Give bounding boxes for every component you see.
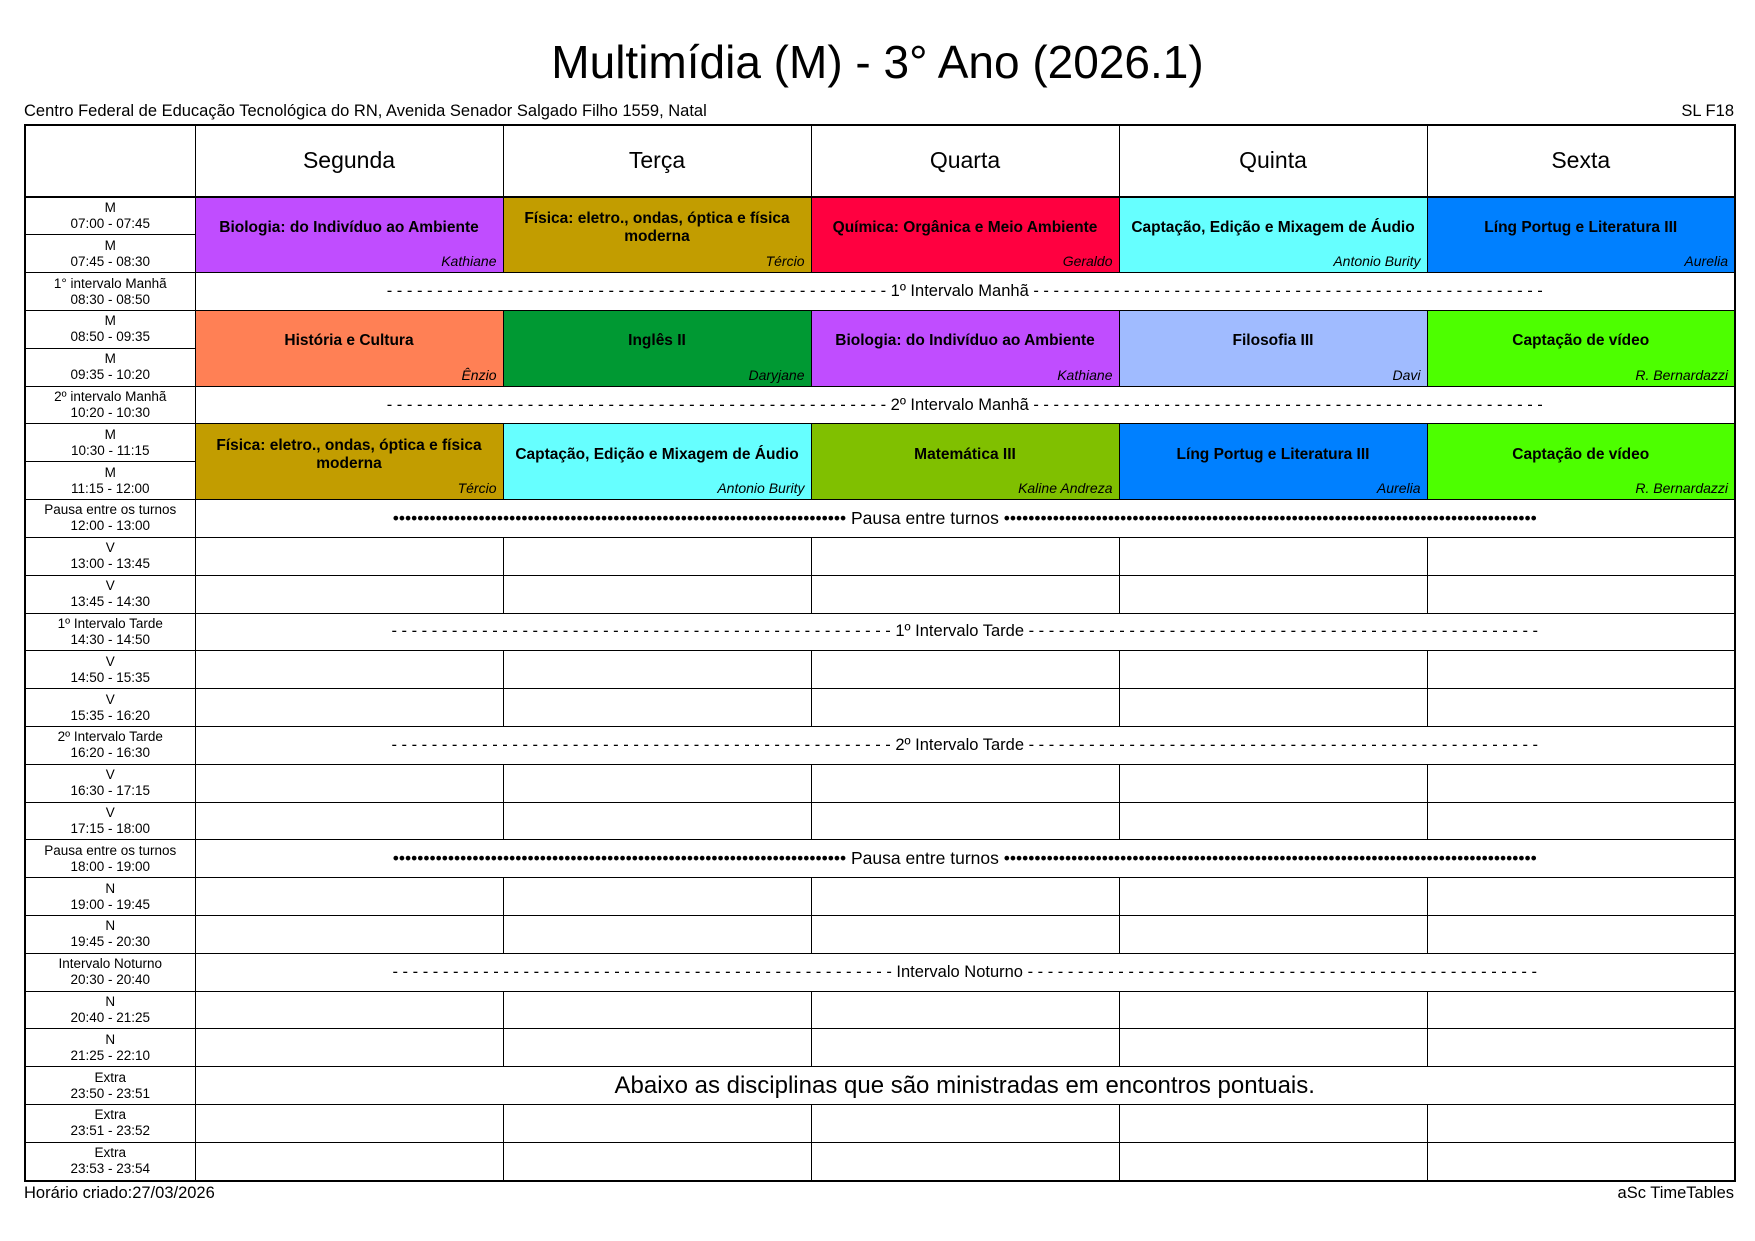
empty-cell[interactable] [811,1105,1119,1143]
lesson-teacher: R. Bernardazzi [1635,366,1728,383]
slot-time: 16:20 - 16:30 [70,745,151,761]
slot-row [25,424,1735,462]
lesson-card[interactable] [1119,424,1427,500]
break-label: - - - - - - - - - - - - - - - - - - - - - - - - - - - - - - - - - - - - - - - - - - - - - - - - - - Intervalo Noturno - - - - - - - - - - - - - - - - - - - - - - - - - - - - - - - - - - - - - - - - - - - - - - - - - - - [195,953,1735,991]
lesson-teacher: Kathiane [441,253,497,270]
lesson-subject: Física: eletro., ondas, óptica e física moderna [524,209,790,245]
break-label: - - - - - - - - - - - - - - - - - - - - - - - - - - - - - - - - - - - - - - - - - - - - - - - - - - 1º Intervalo Tarde - - - - - - - - - - - - - - - - - - - - - - - - - - - - - - - - - - - - - - - - - - - - - - - - - - - [195,613,1735,651]
slot-time: 15:35 - 16:20 [70,707,151,723]
slot-row [25,1029,1735,1067]
slot-time-cell [25,953,195,991]
timetable-grid [24,124,1736,1182]
slot-time: 20:40 - 21:25 [70,1010,151,1026]
empty-cell[interactable] [195,878,503,916]
empty-cell[interactable] [1427,802,1735,840]
slot-time: 19:45 - 20:30 [70,934,151,950]
lesson-subject: Biologia: do Indivíduo ao Ambiente [219,218,479,236]
slot-row [25,1142,1735,1181]
slot-time-cell [25,273,195,311]
slot-label: 1º Intervalo Tarde [57,615,163,631]
slot-time-cell [25,689,195,727]
lesson-subject: Inglês II [628,332,686,350]
slot-time-cell [25,764,195,802]
empty-cell[interactable] [1427,764,1735,802]
slot-time-cell [25,802,195,840]
slot-label: 1° intervalo Manhã [53,275,167,291]
day-header-segunda: Segunda [195,125,503,197]
lesson-card[interactable] [811,311,1119,387]
slot-time-cell [25,726,195,764]
lesson-card[interactable] [195,197,503,273]
empty-cell[interactable] [503,764,811,802]
lesson-teacher: Aurelia [1684,253,1728,270]
day-header-quinta: Quinta [1119,125,1427,197]
empty-cell[interactable] [811,537,1119,575]
slot-time: 19:00 - 19:45 [70,896,151,912]
empty-cell[interactable] [811,1029,1119,1067]
slot-time: 23:51 - 23:52 [70,1123,151,1139]
slot-time: 14:50 - 15:35 [70,669,151,685]
lesson-teacher: Daryjane [748,366,805,383]
lesson-subject: Captação, Edição e Mixagem de Áudio [1131,218,1415,236]
lesson-card[interactable] [1119,197,1427,273]
lesson-card[interactable] [195,424,503,500]
lesson-teacher: Antonio Burity [1333,253,1421,270]
lesson-subject: Captação de vídeo [1512,445,1650,463]
empty-cell[interactable] [195,916,503,954]
lesson-subject: Biologia: do Indivíduo ao Ambiente [835,332,1095,350]
lesson-subject: Filosofia III [1232,332,1314,350]
empty-cell[interactable] [811,991,1119,1029]
empty-cell[interactable] [1119,575,1427,613]
slot-time-cell [25,235,195,273]
page-title: Multimídia (M) - 3° Ano (2026.1) [551,36,1204,88]
slot-label: V [105,804,115,820]
empty-cell[interactable] [811,651,1119,689]
slot-time-cell [25,197,195,235]
slot-row [25,689,1735,727]
empty-cell[interactable] [1119,878,1427,916]
slot-label: M [104,237,116,253]
slot-time-cell [25,1105,195,1143]
slot-time-cell [25,575,195,613]
lesson-card[interactable] [503,311,811,387]
lesson-card[interactable] [503,197,811,273]
slot-label: V [105,767,115,783]
break-row [25,386,1735,424]
lesson-card[interactable] [1427,197,1735,273]
slot-label: N [105,1031,116,1047]
empty-cell[interactable] [1427,916,1735,954]
empty-cell[interactable] [195,802,503,840]
empty-cell[interactable] [1119,1105,1427,1143]
lesson-teacher: Geraldo [1062,253,1113,270]
slot-time: 07:00 - 07:45 [70,215,151,231]
slot-time-cell [25,991,195,1029]
slot-label: 2º Intervalo Tarde [57,729,163,745]
lesson-card[interactable] [195,311,503,387]
empty-cell[interactable] [503,1029,811,1067]
slot-label: V [105,691,115,707]
lesson-subject: Líng Portug e Literatura III [1176,445,1370,463]
slot-label: Extra [94,1069,126,1085]
empty-cell[interactable] [1119,1142,1427,1181]
slot-time: 14:30 - 14:50 [70,631,151,647]
day-header-row [25,125,1735,197]
break-row [25,273,1735,311]
lesson-card[interactable] [811,424,1119,500]
empty-cell[interactable] [1427,689,1735,727]
empty-cell[interactable] [1119,916,1427,954]
room-code: SL F18 [1681,102,1734,120]
slot-time: 16:30 - 17:15 [70,783,151,799]
slot-row [25,575,1735,613]
software-credit: aSc TimeTables [1617,1184,1734,1202]
slot-time: 23:53 - 23:54 [70,1161,151,1177]
empty-cell[interactable] [1119,802,1427,840]
empty-cell[interactable] [195,991,503,1029]
empty-cell[interactable] [811,916,1119,954]
slot-label: M [104,426,116,442]
slot-row [25,991,1735,1029]
break-label: •••••••••••••••••••••••••••••••••••••••••••••••••••••••••••••••••••••••••• Pausa entre turnos ••••••••••••••••••••••••••••••••••••••••••••••••••••••••••••••••••••••••••••••••••••••• [195,500,1735,538]
break-label: - - - - - - - - - - - - - - - - - - - - - - - - - - - - - - - - - - - - - - - - - - - - - - - - - - 1º Intervalo Manhã - - - - - - - - - - - - - - - - - - - - - - - - - - - - - - - - - - - - - - - - - - - - - - - - - - - [195,273,1735,311]
slot-label: N [105,880,116,896]
slot-time-cell [25,613,195,651]
slot-label: Pausa entre os turnos [44,502,177,518]
slot-label: 2º intervalo Manhã [54,389,167,405]
created-date: Horário criado:27/03/2026 [24,1184,215,1202]
break-label: •••••••••••••••••••••••••••••••••••••••••••••••••••••••••••••••••••••••••• Pausa entre turnos ••••••••••••••••••••••••••••••••••••••••••••••••••••••••••••••••••••••••••••••••••••••• [195,840,1735,878]
break-label: - - - - - - - - - - - - - - - - - - - - - - - - - - - - - - - - - - - - - - - - - - - - - - - - - - 2º Intervalo Manhã - - - - - - - - - - - - - - - - - - - - - - - - - - - - - - - - - - - - - - - - - - - - - - - - - - - [195,386,1735,424]
empty-cell[interactable] [503,575,811,613]
slot-row [25,764,1735,802]
slot-row [25,651,1735,689]
empty-cell[interactable] [811,764,1119,802]
slot-label: Pausa entre os turnos [44,842,177,858]
extra-note-row [25,1067,1735,1105]
slot-time: 10:30 - 11:15 [70,442,150,458]
slot-label: N [105,918,116,934]
empty-cell[interactable] [195,575,503,613]
empty-cell[interactable] [1427,1029,1735,1067]
slot-time: 07:45 - 08:30 [70,253,151,269]
empty-cell[interactable] [811,878,1119,916]
slot-time-cell [25,840,195,878]
day-header-sexta: Sexta [1427,125,1735,197]
lesson-card[interactable] [1427,311,1735,387]
empty-cell[interactable] [1119,1029,1427,1067]
slot-label: N [105,994,116,1010]
empty-cell[interactable] [195,1105,503,1143]
institution-address: Centro Federal de Educação Tecnológica do RN, Avenida Senador Salgado Filho 1559, Natal [24,102,707,120]
slot-label: M [104,199,116,215]
lesson-teacher: Davi [1392,366,1421,383]
slot-row [25,916,1735,954]
slot-time: 13:00 - 13:45 [70,556,151,572]
slot-time: 08:50 - 09:35 [70,329,151,345]
slot-time-cell [25,424,195,462]
break-row [25,953,1735,991]
lesson-subject: Captação de vídeo [1512,332,1650,350]
lesson-subject: Química: Orgânica e Meio Ambiente [832,218,1098,236]
slot-row [25,1105,1735,1143]
empty-cell[interactable] [1119,689,1427,727]
lesson-subject: História e Cultura [284,332,414,350]
slot-time: 21:25 - 22:10 [70,1047,151,1063]
empty-cell[interactable] [1427,1105,1735,1143]
lesson-subject: Líng Portug e Literatura III [1484,218,1678,236]
empty-cell[interactable] [811,689,1119,727]
slot-time: 10:20 - 10:30 [70,405,151,421]
slot-time: 09:35 - 10:20 [70,367,151,383]
lesson-teacher: Kathiane [1057,366,1113,383]
empty-cell[interactable] [503,878,811,916]
empty-cell[interactable] [1427,537,1735,575]
break-label: - - - - - - - - - - - - - - - - - - - - - - - - - - - - - - - - - - - - - - - - - - - - - - - - - - 2º Intervalo Tarde - - - - - - - - - - - - - - - - - - - - - - - - - - - - - - - - - - - - - - - - - - - - - - - - - - - [195,726,1735,764]
slot-row [25,878,1735,916]
slot-time-cell [25,651,195,689]
slot-time-cell [25,462,195,500]
lesson-teacher: Kaline Andreza [1018,480,1113,497]
slot-label: M [104,313,116,329]
slot-time-cell [25,311,195,349]
slot-time: 20:30 - 20:40 [70,972,151,988]
empty-cell[interactable] [503,991,811,1029]
slot-row [25,311,1735,349]
break-row [25,613,1735,651]
break-row [25,840,1735,878]
lesson-teacher: Tércio [765,253,805,270]
lesson-card[interactable] [1427,424,1735,500]
day-header-terca: Terça [503,125,811,197]
empty-cell[interactable] [1427,651,1735,689]
slot-row [25,802,1735,840]
extra-note: Abaixo as disciplinas que são ministradas em encontros pontuais. [195,1067,1735,1105]
lesson-card[interactable] [811,197,1119,273]
break-row [25,726,1735,764]
lesson-teacher: Aurelia [1376,480,1421,497]
slot-time: 18:00 - 19:00 [70,858,151,874]
empty-cell[interactable] [811,575,1119,613]
empty-cell[interactable] [1427,575,1735,613]
slot-time-cell [25,348,195,386]
break-row [25,500,1735,538]
empty-cell[interactable] [195,689,503,727]
slot-time: 23:50 - 23:51 [70,1085,151,1101]
lesson-teacher: R. Bernardazzi [1635,480,1728,497]
corner-cell [25,125,195,197]
empty-cell[interactable] [503,802,811,840]
slot-time-cell [25,537,195,575]
empty-cell[interactable] [811,1142,1119,1181]
slot-label: M [104,464,116,480]
day-header-quarta: Quarta [811,125,1119,197]
slot-time-cell [25,1067,195,1105]
empty-cell[interactable] [503,916,811,954]
slot-time-cell [25,916,195,954]
empty-cell[interactable] [1427,878,1735,916]
empty-cell[interactable] [1119,764,1427,802]
lesson-teacher: Antonio Burity [717,480,805,497]
lesson-teacher: Tércio [457,480,497,497]
slot-time-cell [25,500,195,538]
empty-cell[interactable] [195,1029,503,1067]
slot-time: 12:00 - 13:00 [70,518,151,534]
empty-cell[interactable] [503,1105,811,1143]
empty-cell[interactable] [1119,991,1427,1029]
empty-cell[interactable] [503,689,811,727]
slot-label: Extra [94,1107,126,1123]
slot-row [25,197,1735,235]
slot-time: 08:30 - 08:50 [70,291,151,307]
slot-label: V [105,578,115,594]
slot-time: 11:15 - 12:00 [70,480,150,496]
empty-cell[interactable] [195,651,503,689]
slot-label: Extra [94,1145,126,1161]
slot-time-cell [25,386,195,424]
lesson-card[interactable] [1119,311,1427,387]
slot-time-cell [25,1029,195,1067]
lesson-teacher: Ênzio [461,366,497,383]
slot-label: M [104,351,116,367]
empty-cell[interactable] [1119,651,1427,689]
empty-cell[interactable] [195,537,503,575]
empty-cell[interactable] [503,537,811,575]
empty-cell[interactable] [1427,1142,1735,1181]
empty-cell[interactable] [195,764,503,802]
empty-cell[interactable] [1119,537,1427,575]
lesson-subject: Captação, Edição e Mixagem de Áudio [515,445,799,463]
empty-cell[interactable] [195,1142,503,1181]
slot-time-cell [25,1142,195,1181]
lesson-card[interactable] [503,424,811,500]
slot-time-cell [25,878,195,916]
slot-time: 13:45 - 14:30 [70,594,151,610]
empty-cell[interactable] [811,802,1119,840]
empty-cell[interactable] [1427,991,1735,1029]
slot-label: Intervalo Noturno [58,956,163,972]
slot-label: V [105,540,115,556]
slot-row [25,537,1735,575]
empty-cell[interactable] [503,1142,811,1181]
lesson-subject: Física: eletro., ondas, óptica e física moderna [216,436,482,472]
lesson-subject: Matemática III [914,445,1016,463]
slot-label: V [105,653,115,669]
slot-time: 17:15 - 18:00 [70,820,151,836]
empty-cell[interactable] [503,651,811,689]
